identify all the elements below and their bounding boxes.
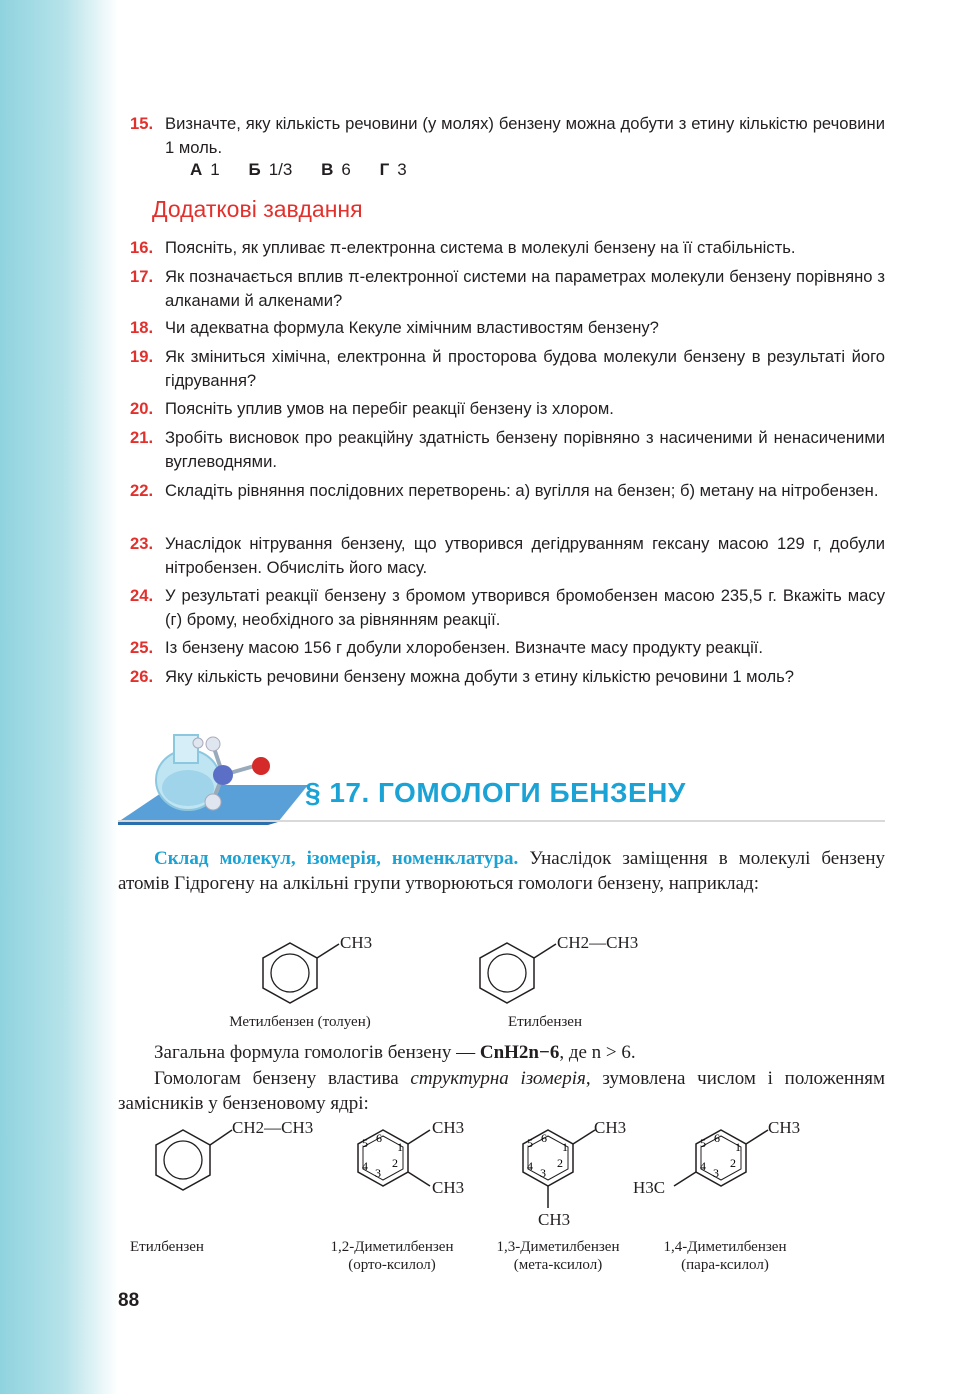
isomer-text-1: Гомологам бензену властива [154, 1068, 411, 1089]
ortho-caption-name: 1,2-Диметилбензен [330, 1239, 454, 1255]
task-number: 15. [130, 114, 154, 133]
task-text: Унаслідок нітрування бензену, що утворився дегідруванням гексану масою 129 г, добули нітробензен. Обчисліть його масу. [165, 534, 885, 577]
ring-number-6: 6 [541, 1131, 547, 1145]
isomerism-paragraph [118, 1066, 885, 1116]
task-19 [130, 345, 885, 393]
ethylbenzene-caption: Етилбензен [508, 1014, 582, 1030]
ring-number-3: 3 [713, 1166, 719, 1180]
answer-value-c: 6 [341, 160, 351, 179]
ring-number-5: 5 [362, 1136, 368, 1150]
ring-number-5: 5 [700, 1136, 706, 1150]
task-22 [130, 479, 885, 503]
ring-number-3: 3 [375, 1166, 381, 1180]
ring-number-5: 5 [527, 1136, 533, 1150]
ring-number-1: 1 [735, 1140, 741, 1154]
ring-number-1: 1 [397, 1140, 403, 1154]
task-17 [130, 265, 885, 313]
task-text: Поясніть, як упливає π-електронна система в молекулі бензену на її стабільність. [165, 238, 796, 257]
ring-number-4: 4 [700, 1159, 706, 1173]
meta-caption-sub: (мета-ксилол) [513, 1257, 603, 1273]
ring-number-6: 6 [376, 1131, 382, 1145]
iso-ethylbenzene-structure [148, 1118, 238, 1198]
section-divider [118, 820, 885, 822]
task-number: 22. [130, 481, 154, 500]
ring-number-6: 6 [714, 1131, 720, 1145]
ortho-caption-sub: (орто-ксилол) [348, 1257, 436, 1273]
iso-ethyl-group: CH2—CH3 [232, 1118, 314, 1137]
ortho-group-2: CH3 [432, 1178, 465, 1197]
ortho-group-1: CH3 [432, 1118, 465, 1137]
task-23 [130, 532, 885, 580]
para-caption-name: 1,4-Диметилбензен [663, 1239, 787, 1255]
intro-lead: Склад молекул, ізомерія, номенклатура. [154, 848, 519, 869]
meta-caption-name: 1,3-Диметилбензен [496, 1239, 620, 1255]
task-number: 19. [130, 347, 154, 366]
para-caption-sub: (пара-ксилол) [681, 1257, 769, 1273]
para-caption [645, 1238, 805, 1274]
task-text: Яку кількість речовини бензену можна добути з етину кількістю речовини 1 моль? [165, 667, 795, 686]
iso-ethylbenzene-caption: Етилбензен [130, 1239, 204, 1255]
answer-value-d: 3 [397, 160, 407, 179]
ethyl-group: CH2—CH3 [557, 933, 639, 952]
ortho-caption [312, 1238, 472, 1274]
intro-paragraph [118, 846, 885, 896]
ring-number-1: 1 [562, 1140, 568, 1154]
section-title: § 17. ГОМОЛОГИ БЕНЗЕНУ [305, 777, 686, 808]
page-side-band [0, 0, 118, 1394]
task-text: Як зміниться хімічна, електронна й просторова будова молекули бензену в результаті його гідрування? [165, 347, 885, 390]
task-25 [130, 636, 885, 660]
answer-letter-b: Б [248, 160, 261, 179]
ring-number-2: 2 [730, 1156, 736, 1170]
ethylbenzene-structure [472, 935, 562, 1005]
meta-group-2: CH3 [538, 1210, 571, 1229]
subheading-additional-tasks: Додаткові завдання [152, 196, 363, 222]
task-21 [130, 426, 885, 474]
task-number: 20. [130, 399, 154, 418]
task-number: 25. [130, 638, 154, 657]
task-text: Із бензену масою 156 г добули хлоробензен. Визначте масу продукту реакції. [165, 638, 764, 657]
ring-number-2: 2 [557, 1156, 563, 1170]
meta-group-1: CH3 [594, 1118, 627, 1137]
task-number: 16. [130, 238, 154, 257]
intro-text: Унаслідок заміщення в молекулі бензену атомів Гідрогену на алкільні групи утворюються гомологи бензену, наприклад: [118, 848, 886, 894]
ring-number-3: 3 [540, 1166, 546, 1180]
task-number: 18. [130, 318, 154, 337]
task-text: Складіть рівняння послідовних перетворень: а) вугілля на бензен; б) метану на нітробензен. [165, 481, 879, 500]
answer-value-b: 1/3 [268, 160, 293, 179]
ring-number-4: 4 [362, 1159, 368, 1173]
task-number: 23. [130, 534, 154, 553]
toluene-group: CH3 [340, 933, 373, 952]
task-15 [130, 112, 885, 160]
isomer-italic: структурна ізомерія [410, 1068, 586, 1089]
task-number: 17. [130, 267, 154, 286]
task-number: 21. [130, 428, 154, 447]
answer-letter-c: В [321, 160, 334, 179]
task-number: 24. [130, 586, 154, 605]
task-text: Зробіть висновок про реакційну здатність бензену порівняно з насиченими й ненасиченими вуглеводнями. [165, 428, 885, 471]
task-text: Чи адекватна формула Кекуле хімічним властивостям бензену? [165, 318, 659, 337]
task-18 [130, 316, 885, 340]
ring-number-4: 4 [527, 1159, 533, 1173]
task-number: 26. [130, 667, 154, 686]
para-group-1: CH3 [768, 1118, 801, 1137]
general-formula: CnH2n−6 [479, 1042, 560, 1063]
formula-prefix: Загальна формула гомологів бензену — [154, 1042, 480, 1063]
toluene-caption: Метилбензен (толуен) [229, 1014, 371, 1030]
meta-caption [478, 1238, 638, 1274]
general-formula-paragraph [118, 1040, 885, 1065]
answer-letter-a: А [190, 160, 203, 179]
page-number: 88 [118, 1290, 140, 1311]
isomer-text-2: , зумовлена числом і положенням замісників у бензеновому ядрі: [118, 1068, 885, 1114]
answer-value-a: 1 [210, 160, 220, 179]
formula-suffix: , де n > 6. [559, 1042, 636, 1063]
task-text: Поясніть уплив умов на перебіг реакції бензену із хлором. [165, 399, 614, 418]
task-16 [130, 236, 885, 260]
task-26 [130, 665, 885, 689]
task-text: Визначте, яку кількість речовини (у молях) бензену можна добути з етину кількістю речовини 1 моль. [165, 114, 885, 157]
task-24 [130, 584, 885, 632]
para-xylene-structure [688, 1120, 778, 1200]
task-20 [130, 397, 885, 421]
answer-options [190, 160, 431, 180]
ring-number-2: 2 [392, 1156, 398, 1170]
meta-xylene-structure [515, 1120, 605, 1220]
para-group-2: H3C [633, 1178, 666, 1197]
toluene-structure [255, 935, 345, 1005]
task-text: Як позначається вплив π-електронної системи на параметрах молекули бензену порівняно з алканами й алкенами? [165, 267, 885, 310]
ortho-xylene-structure [350, 1120, 440, 1200]
answer-letter-d: Г [379, 160, 390, 179]
task-text: У результаті реакції бензену з бромом утворився бромобензен масою 235,5 г. Вкажіть масу (г) брому, необхідного за рівнянням реакції. [165, 586, 885, 629]
